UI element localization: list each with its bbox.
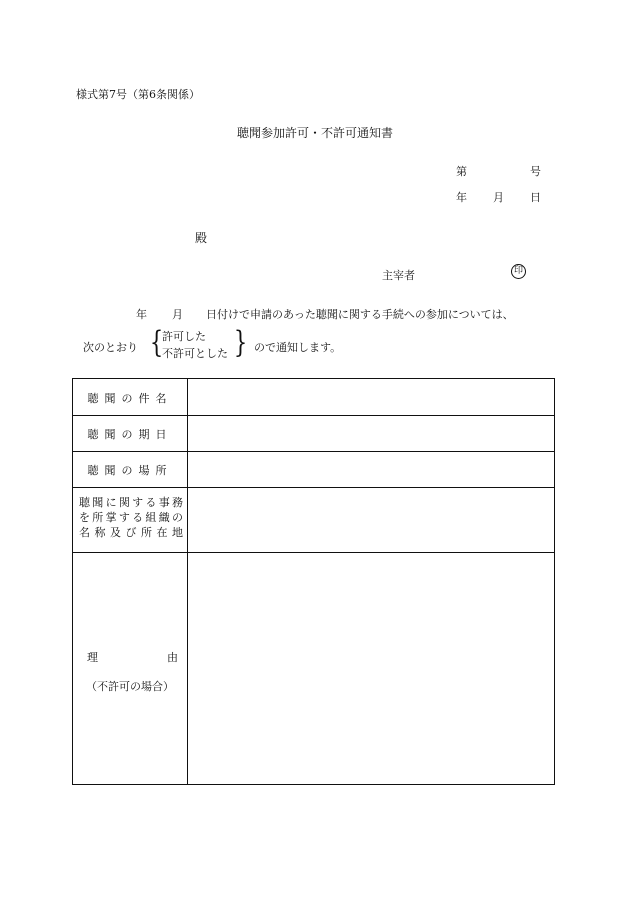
label-hearing-place: 聴聞の場所 [87,464,173,477]
label-organization-line-1: 聴聞に関する事務 [79,496,183,509]
paragraph-year: 年 [136,308,147,321]
date-day: 日 [530,191,541,204]
details-table [72,378,555,785]
label-hearing-date: 聴聞の期日 [87,428,173,441]
date-month: 月 [493,191,504,204]
paragraph-tail: ので通知します。 [254,341,342,354]
label-reason-sub: （不許可の場合） [86,680,174,693]
number-suffix: 号 [530,165,541,178]
label-organization-line-3: 名称及び所在地 [79,526,183,539]
label-reason-right: 由 [167,651,178,664]
label-organization-line-2: を所掌する組織の [79,511,183,524]
row-divider [73,415,554,416]
date-year: 年 [456,191,467,204]
paragraph-lead: 次のとおり [83,341,138,354]
left-brace: { [149,325,164,360]
paragraph-text: 日付けで申請のあった聴聞に関する手続への参加については、 [206,308,514,321]
host-label: 主宰者 [382,269,415,282]
row-divider [73,552,554,553]
row-divider [73,487,554,488]
number-prefix: 第 [456,165,467,178]
option-permitted: 許可した [162,330,206,343]
seal-mark: 印 [511,264,526,279]
form-number: 様式第7号（第6条関係） [76,88,200,101]
label-hearing-subject: 聴聞の件名 [87,392,173,405]
label-reason-left: 理 [87,651,98,664]
addressee-honorific: 殿 [195,231,208,245]
option-not-permitted: 不許可とした [162,347,228,360]
document-title: 聴聞参加許可・不許可通知書 [236,126,393,140]
column-divider [187,379,188,784]
paragraph-month: 月 [172,308,183,321]
right-brace: } [233,325,248,360]
row-divider [73,451,554,452]
